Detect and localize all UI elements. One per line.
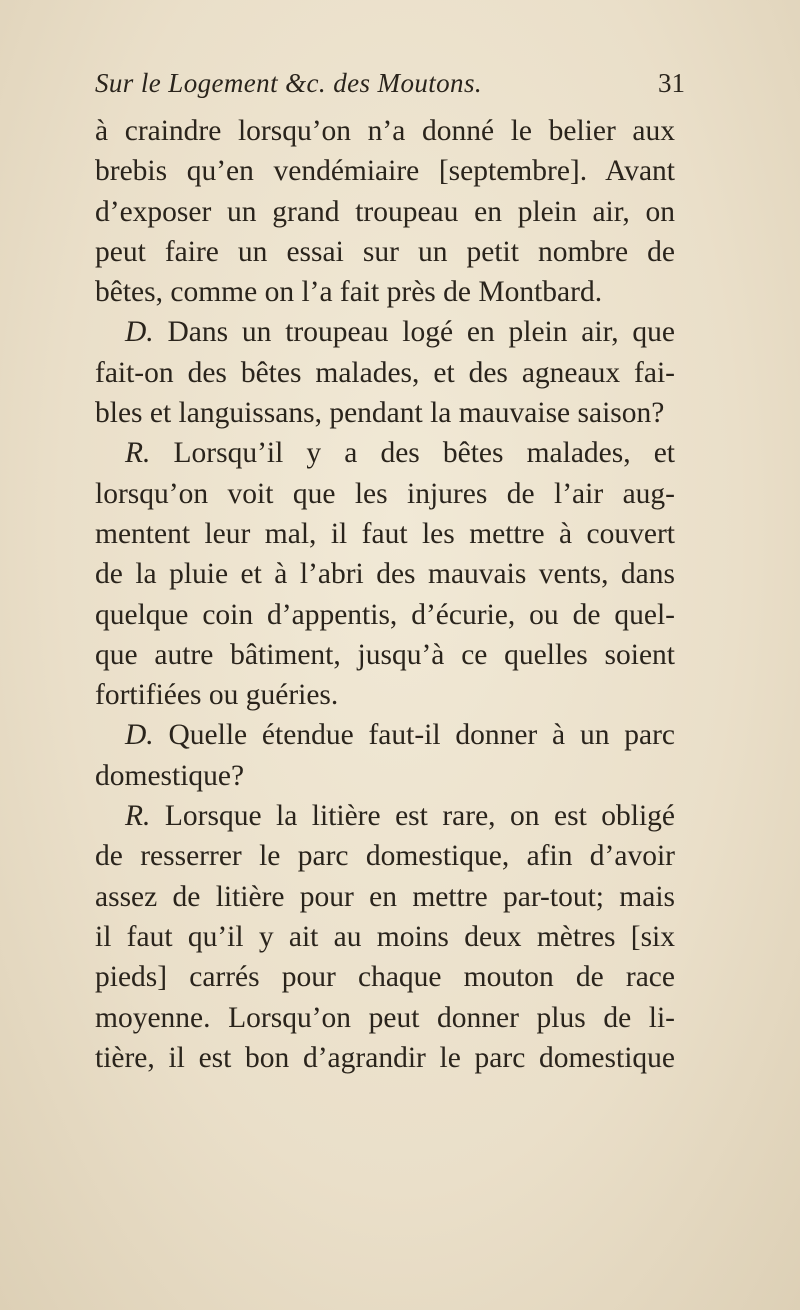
text-line <box>95 192 675 232</box>
line-text: domestique? <box>95 759 245 792</box>
speaker-label: R. <box>125 437 151 470</box>
text-line <box>95 353 675 393</box>
line-text: fait-on des bêtes malades, et des agneaux fai- <box>95 356 675 389</box>
line-text: de resserrer le parc domestique, afin d’avoir <box>95 840 675 873</box>
text-line <box>95 1038 675 1078</box>
line-text: bêtes, comme on l’a fait près de Montbard. <box>95 276 603 309</box>
text-line <box>95 877 675 917</box>
text-line <box>95 715 675 755</box>
text-line <box>95 998 675 1038</box>
line-text: pieds] carrés pour chaque mouton de race <box>95 961 675 994</box>
speaker-label: D. <box>125 719 154 752</box>
line-text: de la pluie et à l’abri des mauvais vents, dans <box>95 558 675 591</box>
text-line <box>95 272 675 312</box>
line-text: il faut qu’il y ait au moins deux mètres [six <box>95 920 675 953</box>
line-text: lorsqu’on voit que les injures de l’air aug- <box>95 477 675 510</box>
text-line <box>95 312 675 352</box>
speaker-label: D. <box>125 316 154 349</box>
text-line <box>95 393 675 433</box>
page-number: 31 <box>658 68 685 98</box>
text-line <box>95 554 675 594</box>
text-line <box>95 836 675 876</box>
text-line <box>95 917 675 957</box>
line-text: tière, il est bon d’agrandir le parc domestique <box>95 1041 675 1074</box>
line-text: que autre bâtiment, jusqu’à ce quelles soient <box>95 638 675 671</box>
running-title: Sur le Logement &c. des Moutons. <box>95 68 483 98</box>
line-text: bles et languissans, pendant la mauvaise saison? <box>95 397 665 430</box>
line-text: peut faire un essai sur un petit nombre de <box>95 235 675 268</box>
text-line <box>95 514 675 554</box>
text-line <box>95 635 675 675</box>
body-text <box>95 111 675 1078</box>
line-text: mentent leur mal, il faut les mettre à couvert <box>95 517 675 550</box>
line-text: Dans un troupeau logé en plein air, que <box>167 316 676 349</box>
line-text: brebis qu’en vendémiaire [septembre]. Avant <box>95 155 675 188</box>
line-text: quelque coin d’appentis, d’écurie, ou de quel- <box>95 598 675 631</box>
text-line <box>95 957 675 997</box>
running-head <box>95 68 685 108</box>
line-text: Lorsque la litière est rare, on est obligé <box>164 800 675 833</box>
line-text: Quelle étendue faut-il donner à un parc <box>168 719 676 752</box>
text-line <box>95 675 675 715</box>
text-line <box>95 151 675 191</box>
line-text: assez de litière pour en mettre par-tout; mais <box>95 880 675 913</box>
text-line <box>95 232 675 272</box>
speaker-label: R. <box>125 800 151 833</box>
text-line <box>95 433 675 473</box>
line-text: d’exposer un grand troupeau en plein air, on <box>95 195 675 228</box>
text-line <box>95 796 675 836</box>
text-line <box>95 756 675 796</box>
line-text: à craindre lorsqu’on n’a donné le belier aux <box>95 115 675 147</box>
text-line <box>95 474 675 514</box>
line-text: moyenne. Lorsqu’on peut donner plus de li- <box>95 1001 675 1034</box>
text-line <box>95 595 675 635</box>
text-line <box>95 111 675 151</box>
line-text: fortifiées ou guéries. <box>95 679 339 712</box>
line-text: Lorsqu’il y a des bêtes malades, et <box>173 437 676 470</box>
